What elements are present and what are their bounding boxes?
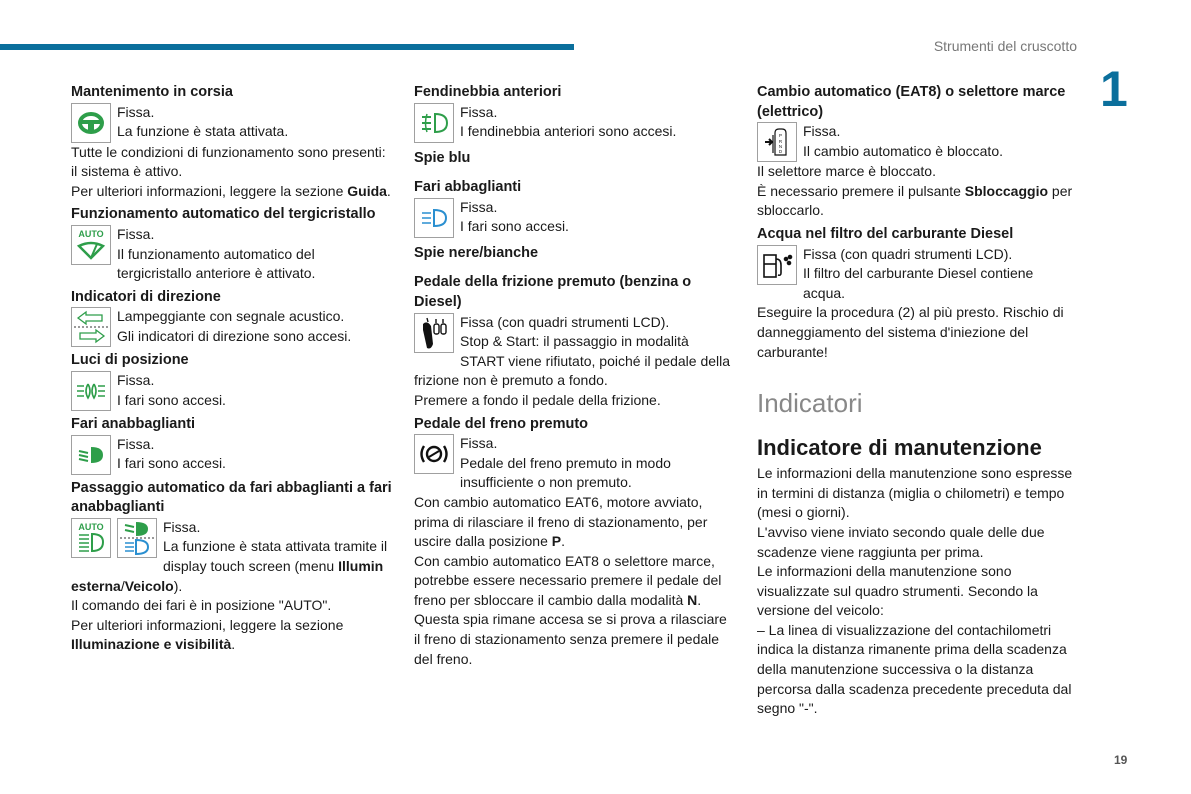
text: I fari sono accesi.	[117, 455, 226, 472]
side-lights-icon	[71, 371, 111, 411]
text: Lampeggiante con segnale acustico.	[117, 308, 345, 325]
brake-pedal-icon	[414, 434, 454, 474]
heading-water-filter: Acqua nel filtro del carburante Diesel	[757, 225, 1014, 242]
text: Fissa.	[117, 371, 155, 388]
heading-lane: Mantenimento in corsia	[71, 84, 233, 100]
text: Fissa (con quadri strumenti LCD).	[803, 245, 1013, 262]
water-in-fuel-icon	[757, 245, 797, 285]
text: Il comando dei fari è in posizione "AUTO".	[71, 597, 332, 614]
text: – La linea di visualizzazione del contachilometri indica la distanza rimanente prima della scadenza della manutenzione successiva o la distanza percorsa dalla scadenza precedente preceduta dal segno "-".	[757, 621, 1072, 717]
section-title-indicators: Indicatori	[757, 388, 863, 419]
text: Con cambio automatico EAT8 o selettore marce, potrebbe essere necessario premere il pedale del freno per sbloccare il cambio dalla modalità N.	[414, 552, 722, 608]
main-beam-icon	[414, 198, 454, 238]
text: Questa spia rimane accesa se si prova a rilasciare il freno di stazionamento senza premere il pedale del freno.	[414, 611, 727, 667]
auto-headlamp-icon	[71, 518, 111, 558]
svg-text:P: P	[778, 133, 783, 139]
text: Fissa.	[460, 198, 498, 215]
text: Fissa.	[117, 225, 155, 242]
text: Per ulteriori informazioni, leggere la sezione Illuminazione e visibilità.	[71, 616, 344, 653]
text: Pedale del freno premuto in modo insufficiente o non premuto.	[460, 454, 671, 491]
text: I fari sono accesi.	[460, 218, 569, 235]
text: Fissa.	[460, 103, 498, 120]
svg-text:AUTO: AUTO	[78, 521, 104, 532]
heading-main-beam: Fari abbaglianti	[414, 179, 522, 196]
text: Fissa (con quadri strumenti LCD).	[460, 313, 670, 330]
text: I fendinebbia anteriori sono accesi.	[460, 123, 677, 140]
turn-signal-icon	[71, 307, 111, 347]
text: Fissa.	[460, 435, 498, 452]
text: Le informazioni della manutenzione sono visualizzate sul quadro strumenti. Secondo la versione del veicolo:	[757, 563, 1038, 619]
text: Premere a fondo il pedale della frizione.	[414, 391, 661, 408]
text: Le informazioni della manutenzione sono espresse in termini di distanza (miglia o chilometri) e tempo (mesi o giorni).	[757, 465, 1073, 521]
text: Il funzionamento automatico del tergicristallo anteriore è attivato.	[117, 245, 316, 282]
svg-text:AUTO: AUTO	[78, 228, 104, 239]
beam-switch-icon	[117, 518, 157, 558]
page-number: 19	[1114, 753, 1128, 767]
text: Il filtro del carburante Diesel contiene acqua.	[803, 265, 1034, 301]
heading-auto-beam: Passaggio automatico da fari abbaglianti a fari anabbaglianti	[71, 479, 392, 516]
text: Stop & Start: il passaggio in modalità START viene rifiutato, poiché il pedale della frizione non è premuto a fondo.	[414, 333, 731, 389]
svg-text:D: D	[778, 149, 783, 155]
text: Il cambio automatico è bloccato.	[803, 142, 1003, 159]
text: Fissa.	[803, 123, 841, 140]
column-2	[414, 79, 736, 669]
text: L'avviso viene inviato secondo quale delle due scadenze viene raggiunta per prima.	[757, 523, 1045, 560]
dipped-beam-icon	[71, 435, 111, 475]
clutch-pedal-icon	[414, 313, 454, 353]
text: Fissa.	[117, 435, 155, 452]
text: Per ulteriori informazioni, leggere la sezione Guida.	[71, 182, 391, 199]
text: Tutte le condizioni di funzionamento sono presenti: il sistema è attivo.	[71, 143, 386, 180]
heading-gear: Cambio automatico (EAT8) o selettore marce (elettrico)	[757, 84, 1066, 120]
heading-brake: Pedale del freno premuto	[414, 415, 589, 432]
text: Il selettore marce è bloccato.	[757, 163, 936, 180]
text: Gli indicatori di direzione sono accesi.	[117, 327, 352, 344]
text: È necessario premere il pulsante Sbloccaggio per sbloccarlo.	[757, 182, 1073, 219]
heading-blue-lamps: Spie blu	[414, 149, 471, 166]
svg-text:R: R	[778, 139, 783, 145]
text: Con cambio automatico EAT6, motore avviato, prima di rilasciare il freno di stazionamento, per uscire dalla posizione P.	[414, 493, 708, 550]
header-accent-bar	[0, 44, 574, 50]
heading-service-indicator: Indicatore di manutenzione	[757, 435, 1042, 461]
column-3	[757, 79, 1077, 719]
text: Fissa.	[117, 103, 155, 120]
heading-wiper: Funzionamento automatico del tergicristallo	[71, 206, 376, 223]
column-1	[71, 79, 393, 655]
text: La funzione è stata attivata tramite il display touch screen (menu Illumin esterna/Veicolo).	[71, 538, 388, 594]
auto-wiper-icon	[71, 225, 111, 265]
heading-fog: Fendinebbia anteriori	[414, 84, 562, 100]
heading-turn: Indicatori di direzione	[71, 288, 221, 305]
text: Fissa.	[163, 518, 201, 535]
running-title: Strumenti del cruscotto	[933, 38, 1077, 54]
heading-dipped: Fari anabbaglianti	[71, 415, 196, 432]
text: I fari sono accesi.	[117, 391, 226, 408]
text: Eseguire la procedura (2) al più presto. Rischio di danneggiamento del sistema d'iniezione del carburante!	[757, 304, 1064, 360]
steering-wheel-icon	[71, 103, 111, 143]
svg-text:N: N	[778, 144, 783, 150]
front-fog-icon	[414, 103, 454, 143]
heading-side-lights: Luci di posizione	[71, 352, 189, 369]
chapter-number: 1	[1100, 61, 1128, 117]
heading-black-white-lamps: Spie nere/bianche	[414, 244, 539, 261]
text: La funzione è stata attivata.	[117, 123, 289, 140]
heading-clutch: Pedale della frizione premuto (benzina o Diesel)	[414, 274, 692, 310]
gear-selector-lock-icon	[757, 122, 797, 162]
